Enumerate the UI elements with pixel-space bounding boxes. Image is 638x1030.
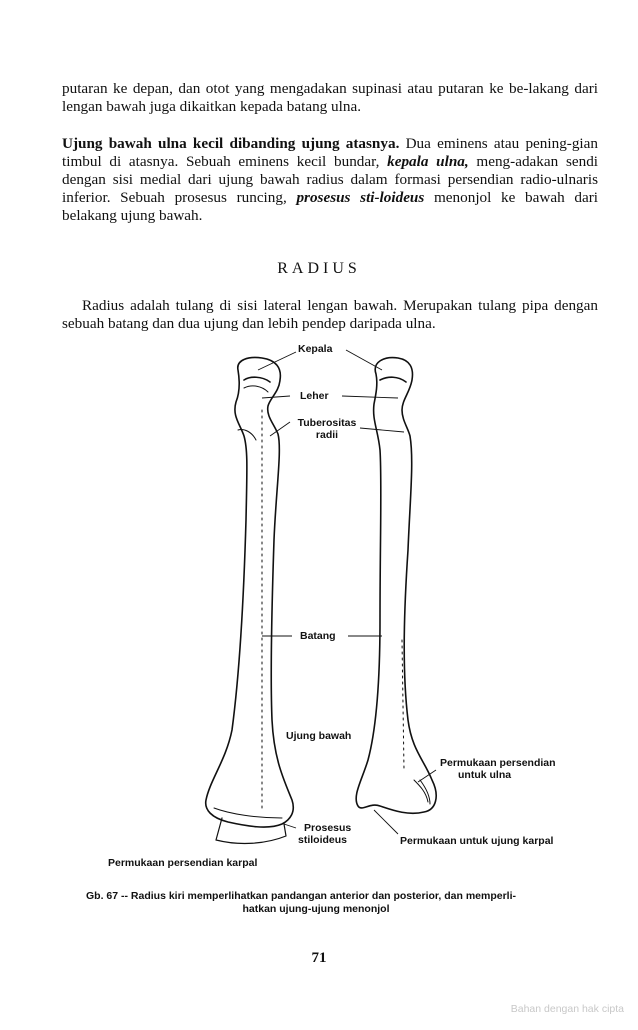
paragraph-ulna-shaft: putaran ke depan, dan otot yang mengadakan supinasi atau putaran ke be-lakang dari lengan bawah juga dikaitkan kepada batang ulna.	[62, 80, 598, 115]
posterior-radius-outline	[356, 358, 436, 814]
radius-figure	[0, 340, 638, 880]
label-permukaan-persendian-karpal: Permukaan persendian karpal	[108, 857, 258, 869]
paragraph-radius-intro: Radius adalah tulang di sisi lateral lengan bawah. Merupakan tulang pipa dengan sebuah batang dan dua ujung dan lebih pendep daripada ulna.	[62, 297, 598, 332]
label-tuberositas-line2: radii	[315, 429, 339, 441]
term-prosesus-stiloideus: prosesus sti-loideus	[296, 189, 425, 206]
paragraph-text: Dua eminens atau pening-gian timbul di atasnya. Sebuah eminens kecil bundar,	[62, 135, 598, 170]
label-prosesus-stiloideus	[298, 822, 351, 846]
caption-line2: hatkan ujung-ujung menonjol	[242, 903, 390, 915]
label-kepala: Kepala	[298, 343, 333, 355]
label-ujung-bawah: Ujung bawah	[286, 730, 352, 742]
paragraph-text: meng-adakan sendi dengan sisi medial dari ujung bawah radius dalam formasi persendian radio-ulnaris inferior. Sebuah prosesus runcing,	[62, 153, 599, 206]
paragraph-ulna-lower-end	[62, 135, 598, 225]
copyright-watermark: Bahan dengan hak cipta	[510, 1003, 624, 1015]
label-tuberositas-line1: Tuberositas	[297, 417, 357, 429]
label-tuberositas-radii	[292, 417, 362, 441]
term-kepala-ulna: kepala ulna,	[387, 153, 469, 170]
label-ulna-line1: Permukaan persendian	[440, 757, 556, 769]
label-ulna-line2: untuk ulna	[458, 769, 512, 781]
figure-caption	[86, 890, 586, 916]
label-leher: Leher	[300, 390, 329, 402]
label-permukaan-ujung-karpal: Permukaan untuk ujung karpal	[400, 835, 554, 847]
label-prosesus-line2: stiloideus	[298, 834, 348, 846]
section-heading: RADIUS	[277, 260, 361, 277]
paragraph-text: menonjol ke bawah dari belakang ujung bawah.	[62, 189, 598, 224]
caption-line1: Gb. 67 -- Radius kiri memperlihatkan pandangan anterior dan posterior, dan memperli-	[86, 890, 517, 902]
label-permukaan-persendian-ulna	[440, 757, 556, 781]
anterior-radius-outline	[206, 358, 294, 828]
label-prosesus-line1: Prosesus	[304, 822, 352, 834]
paragraph-bold-lead: Ujung bawah ulna kecil dibanding ujung atasnya.	[62, 135, 400, 152]
label-batang: Batang	[300, 630, 336, 642]
page-number: 71	[311, 950, 327, 966]
